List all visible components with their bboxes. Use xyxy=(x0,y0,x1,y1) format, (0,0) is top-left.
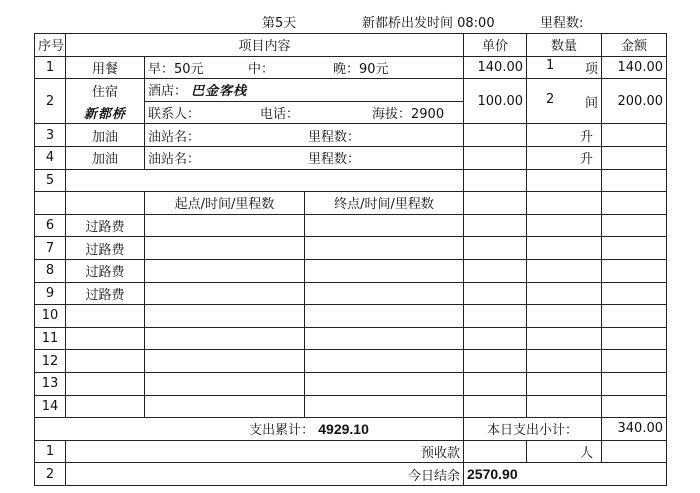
toll-row xyxy=(35,259,667,282)
contact-label: 联系人： xyxy=(148,107,201,123)
toll-end xyxy=(305,305,464,328)
prepaid-label: 预收款 xyxy=(66,440,464,463)
empty-cell xyxy=(35,192,66,215)
lodging-hotel xyxy=(145,79,464,102)
row-seq: 13 xyxy=(35,372,66,395)
toll-price xyxy=(464,372,527,395)
lodging-town: 新都桥 xyxy=(66,101,145,124)
row-seq: 9 xyxy=(35,282,66,305)
toll-amount xyxy=(602,372,667,395)
fuel-row xyxy=(35,146,667,169)
toll-qty xyxy=(527,237,602,260)
balance-label: 今日结余 xyxy=(66,463,464,486)
toll-row xyxy=(35,372,667,395)
lodging-qty xyxy=(527,79,602,124)
toll-amount xyxy=(602,214,667,237)
toll-category xyxy=(66,395,145,418)
toll-category: 过路费 xyxy=(66,259,145,282)
expense-table xyxy=(34,33,667,486)
meal-qty-num: 1 xyxy=(546,57,555,73)
prepaid-row xyxy=(35,440,667,463)
toll-qty xyxy=(527,350,602,373)
meal-qty-unit: 项 xyxy=(584,61,598,77)
column-header-row xyxy=(35,34,667,57)
cumulative-label: 支出累计： xyxy=(249,423,315,439)
meal-price: 140.00 xyxy=(464,56,527,79)
row-seq: 3 xyxy=(35,124,66,147)
row-seq: 6 xyxy=(35,214,66,237)
lodging-qty-unit: 间 xyxy=(584,95,598,111)
cumulative-cell xyxy=(35,418,464,441)
toll-amount xyxy=(602,327,667,350)
cumulative-value: 4929.10 xyxy=(318,421,369,438)
meal-category: 用餐 xyxy=(66,56,145,79)
toll-price xyxy=(464,237,527,260)
toll-row xyxy=(35,237,667,260)
empty-cell xyxy=(464,169,527,192)
toll-row xyxy=(35,395,667,418)
prepaid-amount xyxy=(602,440,667,463)
toll-price xyxy=(464,259,527,282)
prepaid-value xyxy=(464,440,527,463)
toll-amount xyxy=(602,259,667,282)
fuel-detail xyxy=(145,146,464,169)
toll-end xyxy=(305,395,464,418)
toll-start xyxy=(145,237,305,260)
toll-price xyxy=(464,282,527,305)
lodging-qty-num: 2 xyxy=(546,91,555,107)
meal-lunch: 中： xyxy=(248,61,275,77)
toll-start xyxy=(145,282,305,305)
lodging-price: 100.00 xyxy=(464,79,527,124)
toll-category: 过路费 xyxy=(66,214,145,237)
row-seq: 1 xyxy=(35,440,66,463)
row-seq: 7 xyxy=(35,237,66,260)
daily-subtotal-value: 340.00 xyxy=(602,418,667,441)
row-seq: 1 xyxy=(35,56,66,79)
meal-row xyxy=(35,56,667,79)
daily-subtotal-label: 本日支出小计： xyxy=(464,418,602,441)
toll-category xyxy=(66,350,145,373)
lodging-contact-line xyxy=(145,101,464,124)
empty-cell xyxy=(66,192,145,215)
toll-end xyxy=(305,372,464,395)
empty-cell xyxy=(527,169,602,192)
toll-end-header: 终点/时间/里程数 xyxy=(305,192,464,215)
row-seq: 12 xyxy=(35,350,66,373)
toll-start xyxy=(145,372,305,395)
toll-category: 过路费 xyxy=(66,237,145,260)
toll-category xyxy=(66,305,145,328)
balance-row xyxy=(35,463,667,486)
row-seq: 4 xyxy=(35,146,66,169)
toll-end xyxy=(305,327,464,350)
toll-qty xyxy=(527,282,602,305)
row-seq: 14 xyxy=(35,395,66,418)
col-content: 项目内容 xyxy=(66,34,464,57)
toll-row xyxy=(35,350,667,373)
meal-qty xyxy=(527,56,602,79)
fuel-price xyxy=(464,124,527,147)
toll-amount xyxy=(602,350,667,373)
toll-price xyxy=(464,305,527,328)
toll-start xyxy=(145,327,305,350)
row-seq: 2 xyxy=(35,463,66,486)
hotel-name: 巴金客栈 xyxy=(191,84,248,100)
empty-cell xyxy=(464,192,527,215)
toll-header-row xyxy=(35,192,667,215)
toll-row xyxy=(35,305,667,328)
toll-category xyxy=(66,372,145,395)
fuel-station: 油站名： xyxy=(148,129,201,145)
fuel-mileage: 里程数： xyxy=(308,152,361,168)
toll-end xyxy=(305,214,464,237)
fuel-mileage: 里程数： xyxy=(308,129,361,145)
toll-start xyxy=(145,395,305,418)
fuel-unit: 升 xyxy=(527,146,602,169)
col-qty: 数量 xyxy=(527,34,602,57)
toll-price xyxy=(464,350,527,373)
meal-breakfast: 早：50元 xyxy=(148,61,204,77)
fuel-price xyxy=(464,146,527,169)
empty-cell xyxy=(527,192,602,215)
toll-start xyxy=(145,214,305,237)
col-seq: 序号 xyxy=(35,34,66,57)
toll-row xyxy=(35,214,667,237)
meal-amount: 140.00 xyxy=(602,56,667,79)
row-seq: 5 xyxy=(35,169,66,192)
departure-time: 新都桥出发时间 08:00 xyxy=(362,16,495,31)
toll-amount xyxy=(602,237,667,260)
toll-amount xyxy=(602,282,667,305)
toll-category: 过路费 xyxy=(66,282,145,305)
toll-price xyxy=(464,327,527,350)
meal-detail xyxy=(145,56,464,79)
empty-cell xyxy=(66,169,464,192)
toll-end xyxy=(305,237,464,260)
toll-qty xyxy=(527,214,602,237)
fuel-detail xyxy=(145,124,464,147)
toll-end xyxy=(305,259,464,282)
fuel-unit: 升 xyxy=(527,124,602,147)
toll-amount xyxy=(602,305,667,328)
phone-label: 电话： xyxy=(260,107,300,123)
fuel-category: 加油 xyxy=(66,146,145,169)
row-seq: 2 xyxy=(35,79,66,124)
fuel-category: 加油 xyxy=(66,124,145,147)
hotel-label: 酒店： xyxy=(148,84,188,100)
fuel-amount xyxy=(602,146,667,169)
toll-amount xyxy=(602,395,667,418)
toll-start xyxy=(145,305,305,328)
toll-row xyxy=(35,282,667,305)
empty-cell xyxy=(602,169,667,192)
toll-start xyxy=(145,259,305,282)
toll-end xyxy=(305,282,464,305)
altitude: 海拔：2900 xyxy=(372,107,445,123)
toll-category xyxy=(66,327,145,350)
toll-row xyxy=(35,327,667,350)
toll-start-header: 起点/时间/里程数 xyxy=(145,192,305,215)
fuel-amount xyxy=(602,124,667,147)
totals-row xyxy=(35,418,667,441)
toll-qty xyxy=(527,395,602,418)
toll-start xyxy=(145,350,305,373)
row-seq: 8 xyxy=(35,259,66,282)
toll-end xyxy=(305,350,464,373)
balance-value: 2570.90 xyxy=(464,463,667,486)
prepaid-unit: 人 xyxy=(527,440,602,463)
empty-row xyxy=(35,169,667,192)
lodging-row-1 xyxy=(35,79,667,102)
day-label: 第5天 xyxy=(262,16,297,31)
meal-dinner: 晚：90元 xyxy=(333,61,389,77)
col-amount: 金额 xyxy=(602,34,667,57)
toll-price xyxy=(464,395,527,418)
toll-qty xyxy=(527,372,602,395)
row-seq: 10 xyxy=(35,305,66,328)
mileage-header: 里程数: xyxy=(540,16,584,31)
lodging-category: 住宿 xyxy=(66,79,145,102)
fuel-row xyxy=(35,124,667,147)
fuel-station: 油站名： xyxy=(148,152,201,168)
empty-cell xyxy=(602,192,667,215)
toll-qty xyxy=(527,327,602,350)
lodging-amount: 200.00 xyxy=(602,79,667,124)
toll-qty xyxy=(527,259,602,282)
toll-price xyxy=(464,214,527,237)
toll-qty xyxy=(527,305,602,328)
col-unit-price: 单价 xyxy=(464,34,527,57)
row-seq: 11 xyxy=(35,327,66,350)
